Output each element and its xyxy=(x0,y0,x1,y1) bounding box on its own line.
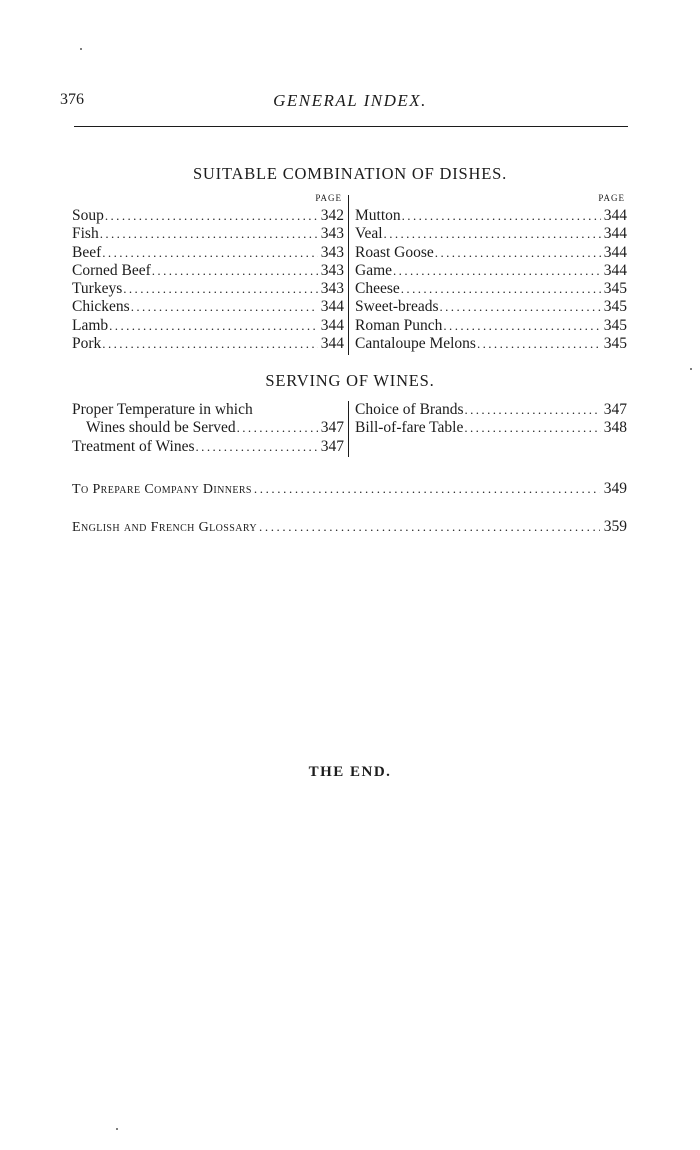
index-entry xyxy=(355,280,627,298)
leader-dots xyxy=(401,280,601,298)
leader-dots xyxy=(402,207,601,225)
index-entry xyxy=(355,298,627,316)
index-entry-page: 348 xyxy=(603,419,627,437)
leader-dots xyxy=(259,519,600,535)
combination-heading: SUITABLE COMBINATION OF DISHES. xyxy=(192,164,508,183)
index-entry xyxy=(72,419,344,437)
leader-dots xyxy=(152,262,318,280)
index-entry xyxy=(355,262,627,280)
the-end: THE END. xyxy=(308,764,392,780)
index-entry xyxy=(72,317,344,335)
leader-dots xyxy=(105,207,318,225)
index-entry xyxy=(72,225,344,243)
index-entry-page: 344 xyxy=(603,261,627,279)
index-entry-page: 345 xyxy=(603,298,627,316)
leader-dots xyxy=(477,335,601,353)
index-entry-label: Corned Beef xyxy=(72,261,151,279)
index-entry-label: Bill-of-fare Table xyxy=(355,419,464,437)
index-entry-page: 347 xyxy=(603,401,627,418)
leader-dots xyxy=(109,317,318,335)
index-entry xyxy=(72,207,344,225)
combination-right-column xyxy=(355,193,627,353)
leader-dots xyxy=(464,401,600,419)
index-entry-page: 345 xyxy=(603,280,627,298)
index-entry-label: Fish xyxy=(72,225,99,243)
index-entry-label: Cantaloupe Melons xyxy=(355,335,476,353)
index-entry-label: Proper Temperature in which xyxy=(72,401,253,418)
print-speck xyxy=(80,48,82,50)
glossary-entry xyxy=(72,518,627,536)
index-entry-page: 343 xyxy=(320,261,344,279)
index-entry-label: Roast Goose xyxy=(355,243,434,261)
index-entry-page: 343 xyxy=(320,243,344,261)
index-entry-page: 343 xyxy=(320,225,344,243)
index-entry-label: Lamb xyxy=(72,316,109,334)
header-rule xyxy=(74,126,628,127)
index-entry xyxy=(355,225,627,243)
index-entry-page: 349 xyxy=(603,480,627,497)
print-speck xyxy=(690,368,692,370)
index-entry-page: 343 xyxy=(320,280,344,298)
index-entry-label: Chickens xyxy=(72,298,130,316)
index-entry-label: English and French Glossary xyxy=(72,520,257,535)
index-entry-page: 344 xyxy=(603,225,627,243)
leader-dots xyxy=(100,225,318,243)
index-entry xyxy=(72,280,344,298)
leader-dots xyxy=(196,438,318,456)
index-entry-label: Soup xyxy=(72,207,104,224)
leader-dots xyxy=(102,335,317,353)
index-entry xyxy=(72,298,344,316)
index-entry xyxy=(355,244,627,262)
wines-right-column xyxy=(355,401,627,438)
index-entry-label: Mutton xyxy=(355,207,401,224)
index-entry-label: Pork xyxy=(72,335,102,353)
leader-dots xyxy=(131,298,318,316)
index-entry-label: Treatment of Wines xyxy=(72,437,195,455)
combination-left-column xyxy=(72,193,344,353)
index-entry-page: 347 xyxy=(320,419,344,437)
index-entry-label: Cheese xyxy=(355,280,400,298)
index-entry-page: 345 xyxy=(603,335,627,353)
index-entry-page: 347 xyxy=(320,437,344,455)
index-entry xyxy=(355,335,627,353)
leader-dots xyxy=(102,244,317,262)
company-dinners-entry xyxy=(72,480,627,498)
index-entry xyxy=(355,401,627,419)
index-entry-page: 344 xyxy=(320,316,344,334)
index-entry-page: 344 xyxy=(603,207,627,224)
index-entry-label: Veal xyxy=(355,225,383,243)
wines-left-column xyxy=(72,401,344,456)
index-entry-label: Wines should be Served xyxy=(86,419,236,437)
index-entry-label: Choice of Brands xyxy=(355,401,464,418)
index-entry-page: 345 xyxy=(603,316,627,334)
wines-heading: SERVING OF WINES. xyxy=(265,371,435,390)
index-entry-label: Beef xyxy=(72,243,102,261)
index-entry-page: 344 xyxy=(603,243,627,261)
column-divider xyxy=(348,401,349,457)
index-entry xyxy=(355,317,627,335)
page-column-label: PAGE xyxy=(315,193,342,203)
index-entry-page: 344 xyxy=(320,298,344,316)
leader-dots xyxy=(393,262,601,280)
index-entry xyxy=(355,419,627,437)
running-title: GENERAL INDEX. xyxy=(273,91,427,110)
index-entry xyxy=(72,335,344,353)
index-entry-page: 344 xyxy=(320,335,344,353)
leader-dots xyxy=(254,481,600,497)
leader-dots xyxy=(435,244,601,262)
page-column-label: PAGE xyxy=(598,193,625,203)
leader-dots xyxy=(237,419,318,437)
index-entry xyxy=(72,262,344,280)
column-divider xyxy=(348,195,349,355)
index-entry xyxy=(355,207,627,225)
page-number: 376 xyxy=(60,91,84,108)
index-entry-label: Roman Punch xyxy=(355,316,443,334)
index-entry xyxy=(72,438,344,456)
leader-dots xyxy=(440,298,601,316)
index-entry xyxy=(72,244,344,262)
index-entry-page: 342 xyxy=(320,207,344,224)
print-speck xyxy=(116,1128,118,1130)
index-entry-label: Game xyxy=(355,261,393,279)
leader-dots xyxy=(123,280,318,298)
leader-dots xyxy=(384,225,601,243)
leader-dots xyxy=(464,419,600,437)
index-entry-page: 359 xyxy=(603,518,627,535)
leader-dots xyxy=(443,317,600,335)
index-entry-label: To Prepare Company Dinners xyxy=(72,482,252,497)
index-entry-label: Turkeys xyxy=(72,280,123,298)
index-entry-label: Sweet-breads xyxy=(355,298,439,316)
